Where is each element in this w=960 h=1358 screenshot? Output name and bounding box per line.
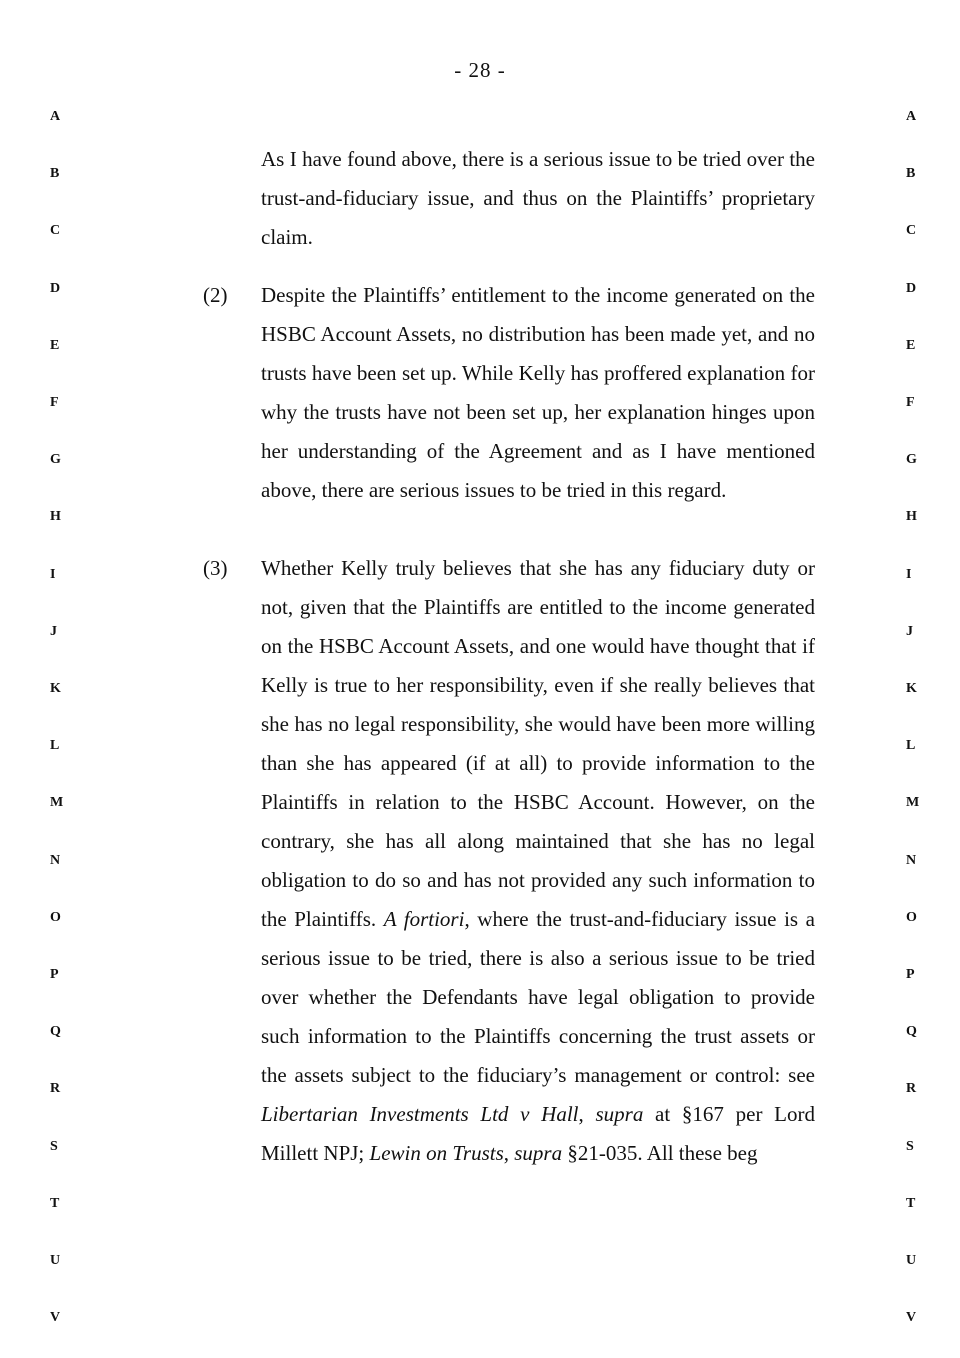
- margin-letter-j: J: [50, 623, 57, 639]
- margin-letter-v: V: [906, 1310, 917, 1326]
- margin-letter-o: O: [50, 909, 61, 925]
- paragraph-3-segment: ,: [578, 1102, 596, 1126]
- paragraph-3-text: [261, 549, 815, 1173]
- margin-letter-u: U: [906, 1253, 917, 1268]
- margin-letter-h: H: [906, 509, 917, 525]
- margin-letter-h: H: [50, 509, 61, 525]
- margin-letter-e: E: [50, 337, 60, 353]
- margin-letter-m: M: [906, 795, 920, 811]
- margin-letter-e: E: [906, 337, 916, 353]
- margin-letter-c: C: [50, 223, 61, 239]
- margin-letter-t: T: [50, 1195, 60, 1211]
- paragraph-3-segment: ,: [503, 1141, 515, 1165]
- margin-letter-g: G: [50, 452, 61, 468]
- margin-letter-r: R: [50, 1081, 61, 1097]
- margin-letter-a: A: [906, 109, 917, 124]
- margin-letter-l: L: [50, 738, 60, 754]
- margin-letter-b: B: [906, 166, 916, 182]
- margin-letter-a: A: [50, 109, 61, 124]
- margin-letter-p: P: [906, 967, 915, 982]
- margin-letter-c: C: [906, 223, 917, 239]
- margin-letter-d: D: [906, 280, 917, 296]
- margin-letter-i: I: [50, 566, 56, 582]
- margin-letter-f: F: [906, 395, 915, 410]
- margin-letter-f: F: [50, 395, 59, 410]
- case-citation: Libertarian Investments Ltd v Hall: [261, 1102, 579, 1126]
- book-citation: Lewin on Trusts: [369, 1141, 504, 1165]
- margin-letter-k: K: [906, 681, 917, 696]
- paragraph-number-2: (2): [203, 283, 228, 307]
- margin-letter-n: N: [50, 852, 61, 868]
- italic-phrase: A fortiori: [383, 907, 465, 931]
- margin-letter-t: T: [906, 1195, 916, 1211]
- margin-letter-m: M: [50, 795, 64, 811]
- paragraph-3-segment: Whether Kelly truly believes that she has any fiduciary duty or not, given that the Plaintiffs are entitled to the income generated on the HSBC Account Assets, and one would have thought that if Kelly is true to her responsibility, even if she really believes that she has no legal responsibility, she would have been more willing than she has appeared (if at all) to provide information to the Plaintiffs in relation to the HSBC Account. However, on the contrary, she has all along maintained that she has no legal obligation to do so and has not provided any such information to the Plaintiffs.: [261, 556, 815, 931]
- margin-letter-i: I: [906, 566, 912, 582]
- paragraph-number-3: (3): [203, 556, 228, 580]
- paragraph-3-segment: , where the trust-and-fiduciary issue is a serious issue to be tried, there is also a serious issue to be tried over whether the Defendants have legal obligation to provide such information to the Plaintiffs concerning the trust assets or the assets subject to the fiduciary’s management or control: see: [261, 907, 815, 1087]
- margin-letter-p: P: [50, 967, 59, 982]
- paragraph-3-segment: §21-035. All these beg: [562, 1141, 758, 1165]
- margin-letter-k: K: [50, 681, 61, 696]
- margin-letter-b: B: [50, 166, 60, 182]
- paragraph-2-text: Despite the Plaintiffs’ entitlement to the income generated on the HSBC Account Assets, no distribution has been made yet, and no trusts have been set up. While Kelly has proffered explanation for why the trusts have not been set up, her explanation hinges upon her understanding of the Agreement and as I have mentioned above, there are serious issues to be tried in this regard.: [261, 283, 815, 502]
- page-number: - 28 -: [454, 58, 506, 82]
- margin-letter-j: J: [906, 623, 913, 639]
- paragraph-continued: As I have found above, there is a serious issue to be tried over the trust-and-fiduciary issue, and thus on the Plaintiffs’ proprietary claim.: [261, 147, 815, 249]
- margin-letter-l: L: [906, 738, 916, 754]
- margin-letter-q: Q: [50, 1024, 61, 1040]
- margin-letter-n: N: [906, 852, 917, 868]
- margin-letter-o: O: [906, 909, 917, 925]
- margin-letter-q: Q: [906, 1024, 917, 1040]
- margin-letter-s: S: [906, 1138, 914, 1154]
- margin-letter-g: G: [906, 452, 917, 468]
- margin-letter-s: S: [50, 1138, 58, 1154]
- margin-letter-r: R: [906, 1081, 917, 1097]
- italic-supra: supra: [514, 1141, 563, 1165]
- margin-letter-v: V: [50, 1310, 61, 1326]
- paragraph-3-segment: at §167 per Lord Millett NPJ;: [261, 1102, 815, 1165]
- italic-supra: supra: [595, 1102, 644, 1126]
- margin-letter-d: D: [50, 280, 61, 296]
- margin-letter-u: U: [50, 1253, 61, 1268]
